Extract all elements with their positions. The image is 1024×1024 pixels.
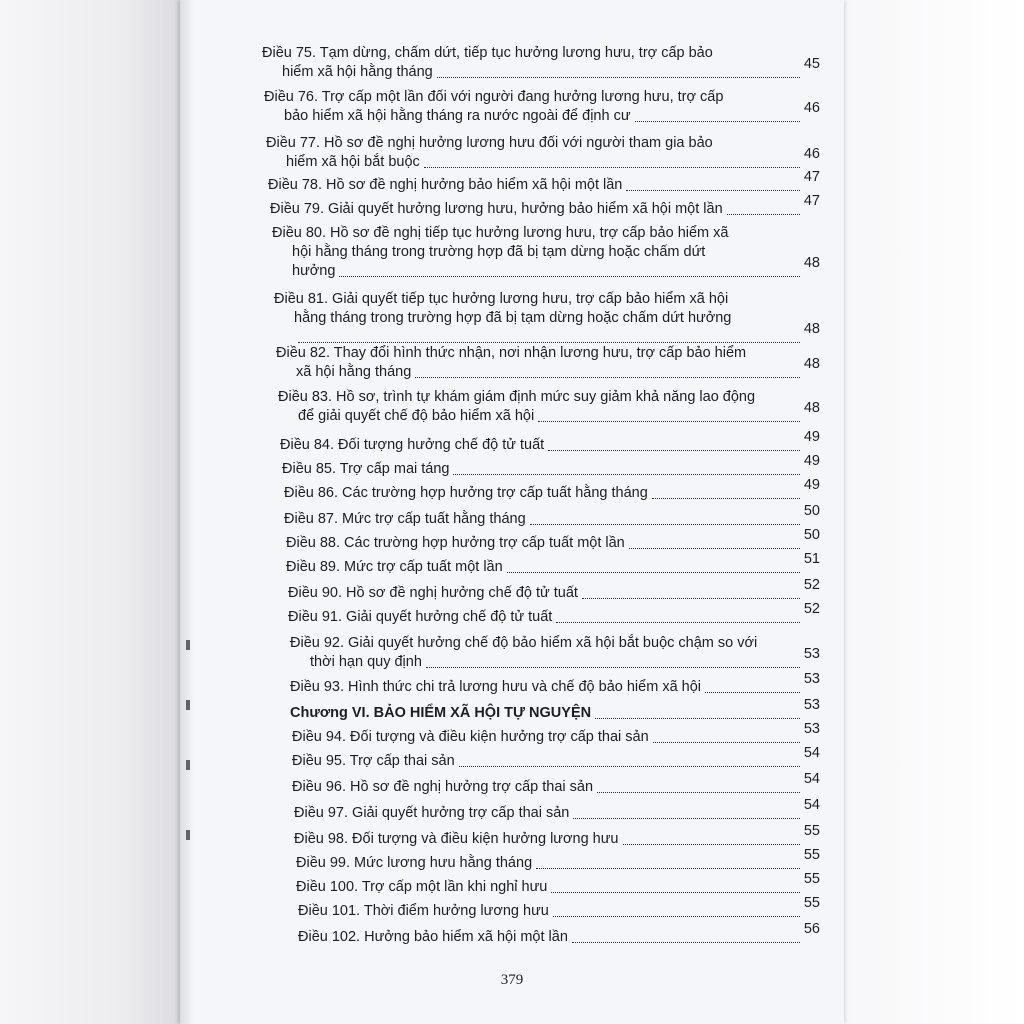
toc-entry-text: xã hội hằng tháng <box>296 364 412 380</box>
toc-entry-text: Điều 76. Trợ cấp một lần đối với người đang hưởng lương hưu, trợ cấp <box>264 89 724 105</box>
toc-entry-text: hiểm xã hội bắt buộc <box>286 154 420 170</box>
toc-entry-text: Điều 87. Mức trợ cấp tuất hằng tháng <box>284 511 526 527</box>
toc-entry-text: Điều 90. Hồ sơ đề nghị hưởng chế độ tử tuất <box>288 585 578 601</box>
leader-dots <box>426 666 800 668</box>
toc-page-number: 54 <box>803 771 820 787</box>
toc-entry-text: Điều 83. Hồ sơ, trình tự khám giám định mức suy giảm khả năng lao động <box>278 389 756 405</box>
toc-page-number: 55 <box>803 847 820 863</box>
leader-dots <box>573 817 800 819</box>
toc-entry-text: để giải quyết chế độ bảo hiểm xã hội <box>298 408 535 424</box>
leader-dots <box>339 275 800 277</box>
toc-page-number: 49 <box>803 429 820 445</box>
toc-entry-text: Điều 89. Mức trợ cấp tuất một lần <box>286 559 503 575</box>
toc-entry-text: Điều 99. Mức lương hưu hằng tháng <box>296 855 533 871</box>
leader-dots <box>595 717 800 719</box>
toc-entry-text: thời hạn quy định <box>310 654 422 670</box>
toc-page-number: 55 <box>803 871 820 887</box>
leader-dots <box>705 691 800 693</box>
toc-entry-text: Điều 91. Giải quyết hưởng chế độ tử tuất <box>288 609 553 625</box>
leader-dots <box>623 843 800 845</box>
toc-entry-text: Chương VI. BẢO HIỂM XÃ HỘI TỰ NGUYỆN <box>290 705 592 721</box>
toc-entry-text: Điều 78. Hồ sơ đề nghị hưởng bảo hiểm xã hội một lần <box>268 177 623 193</box>
toc-page-number: 55 <box>803 895 820 911</box>
leader-dots <box>653 741 800 743</box>
toc-page-number: 48 <box>803 255 820 271</box>
spine-mark <box>186 830 190 840</box>
toc-entry-text: Điều 96. Hồ sơ đề nghị hưởng trợ cấp thai sản <box>292 779 594 795</box>
toc-entry-text: Điều 97. Giải quyết hưởng trợ cấp thai sản <box>294 805 570 821</box>
book-page <box>180 0 844 1024</box>
leader-dots <box>507 571 800 573</box>
leader-dots <box>437 76 800 78</box>
leader-dots <box>553 915 800 917</box>
leader-dots <box>572 941 800 943</box>
leader-dots <box>548 449 800 451</box>
toc-entry-text: hưởng <box>292 263 336 279</box>
toc-page-number: 51 <box>803 551 820 567</box>
toc-entry-text: Điều 95. Trợ cấp thai sản <box>292 753 455 769</box>
toc-entry-text: Điều 92. Giải quyết hưởng chế độ bảo hiểm xã hội bắt buộc chậm so với <box>290 635 758 651</box>
toc-page-number: 46 <box>803 146 820 162</box>
toc-entry-text: Điều 100. Trợ cấp một lần khi nghỉ hưu <box>296 879 548 895</box>
toc-page-number: 50 <box>803 527 820 543</box>
spine-mark <box>186 640 190 650</box>
toc-entry-text: Điều 85. Trợ cấp mai táng <box>282 461 450 477</box>
leader-dots <box>551 891 800 893</box>
background-left <box>0 0 180 1024</box>
spine-mark <box>186 700 190 710</box>
toc-page-number: 52 <box>803 577 820 593</box>
toc-page-number: 50 <box>803 503 820 519</box>
toc-page-number: 45 <box>803 56 820 72</box>
toc-page-number: 53 <box>803 671 820 687</box>
toc-entry-text: Điều 81. Giải quyết tiếp tục hưởng lương hưu, trợ cấp bảo hiểm xã hội <box>274 291 729 307</box>
leader-dots <box>582 597 800 599</box>
toc-entry-text: Điều 79. Giải quyết hưởng lương hưu, hưởng bảo hiểm xã hội một lần <box>270 201 723 217</box>
leader-dots <box>626 189 800 191</box>
toc-entry-text: Điều 80. Hồ sơ đề nghị tiếp tục hưởng lương hưu, trợ cấp bảo hiểm xã <box>272 225 729 241</box>
leader-dots <box>536 867 800 869</box>
leader-dots <box>635 120 800 122</box>
toc-entry-text: Điều 84. Đối tượng hưởng chế độ tử tuất <box>280 437 545 453</box>
leader-dots <box>424 166 800 168</box>
toc-entry-text: Điều 88. Các trường hợp hưởng trợ cấp tuất một lần <box>286 535 625 551</box>
leader-dots <box>530 523 800 525</box>
toc-page-number: 46 <box>803 100 820 116</box>
toc-entry-text: Điều 102. Hưởng bảo hiểm xã hội một lần <box>298 929 568 945</box>
toc-page-number: 49 <box>803 453 820 469</box>
leader-dots <box>453 473 800 475</box>
leader-dots <box>652 497 800 499</box>
background-right <box>844 0 1024 1024</box>
toc-page-number: 48 <box>803 356 820 372</box>
leader-dots <box>629 547 800 549</box>
toc-entry-text: Điều 101. Thời điểm hưởng lương hưu <box>298 903 549 919</box>
toc-page-number: 52 <box>803 601 820 617</box>
toc-page-number: 47 <box>803 169 820 185</box>
toc-page-number: 47 <box>803 193 820 209</box>
toc-entry-text: Điều 75. Tạm dừng, chấm dứt, tiếp tục hưởng lương hưu, trợ cấp bảo <box>262 45 713 61</box>
leader-dots <box>415 376 800 378</box>
spine-mark <box>186 760 190 770</box>
leader-dots <box>459 765 800 767</box>
toc-entry-text: Điều 94. Đối tượng và điều kiện hưởng trợ cấp thai sản <box>292 729 649 745</box>
toc-entry-text: Điều 86. Các trường hợp hưởng trợ cấp tuất hằng tháng <box>284 485 648 501</box>
page-gutter-shadow <box>180 0 194 1024</box>
toc-page-number: 54 <box>803 745 820 761</box>
toc-page-number: 53 <box>803 721 820 737</box>
leader-dots <box>298 341 800 343</box>
toc-page-number: 49 <box>803 477 820 493</box>
page-number: 379 <box>500 972 524 988</box>
toc-page-number: 56 <box>803 921 820 937</box>
leader-dots <box>597 791 800 793</box>
toc-page-number: 54 <box>803 797 820 813</box>
leader-dots <box>556 621 800 623</box>
toc-page-number: 48 <box>803 400 820 416</box>
leader-dots <box>538 420 800 422</box>
toc-entry-text: Điều 98. Đối tượng và điều kiện hưởng lương hưu <box>294 831 619 847</box>
toc-entry-text: Điều 77. Hồ sơ đề nghị hưởng lương hưu đối với người tham gia bảo <box>266 135 713 151</box>
toc-entry-text: bảo hiểm xã hội hằng tháng ra nước ngoài để định cư <box>284 108 631 124</box>
toc-page-number: 48 <box>803 321 820 337</box>
toc-page-number: 53 <box>803 697 820 713</box>
toc-page-number: 53 <box>803 646 820 662</box>
toc-entry-text: hiểm xã hội hằng tháng <box>282 64 433 80</box>
toc-entry-text: Điều 82. Thay đổi hình thức nhận, nơi nhận lương hưu, trợ cấp bảo hiểm <box>276 345 747 361</box>
toc-entry-text: Điều 93. Hình thức chi trả lương hưu và chế độ bảo hiểm xã hội <box>290 679 702 695</box>
leader-dots <box>727 213 800 215</box>
toc-entry-text: hằng tháng trong trường hợp đã bị tạm dừng hoặc chấm dứt hưởng <box>294 310 732 326</box>
toc-entry-text: hội hằng tháng trong trường hợp đã bị tạm dừng hoặc chấm dứt <box>292 244 706 260</box>
toc-page-number: 55 <box>803 823 820 839</box>
